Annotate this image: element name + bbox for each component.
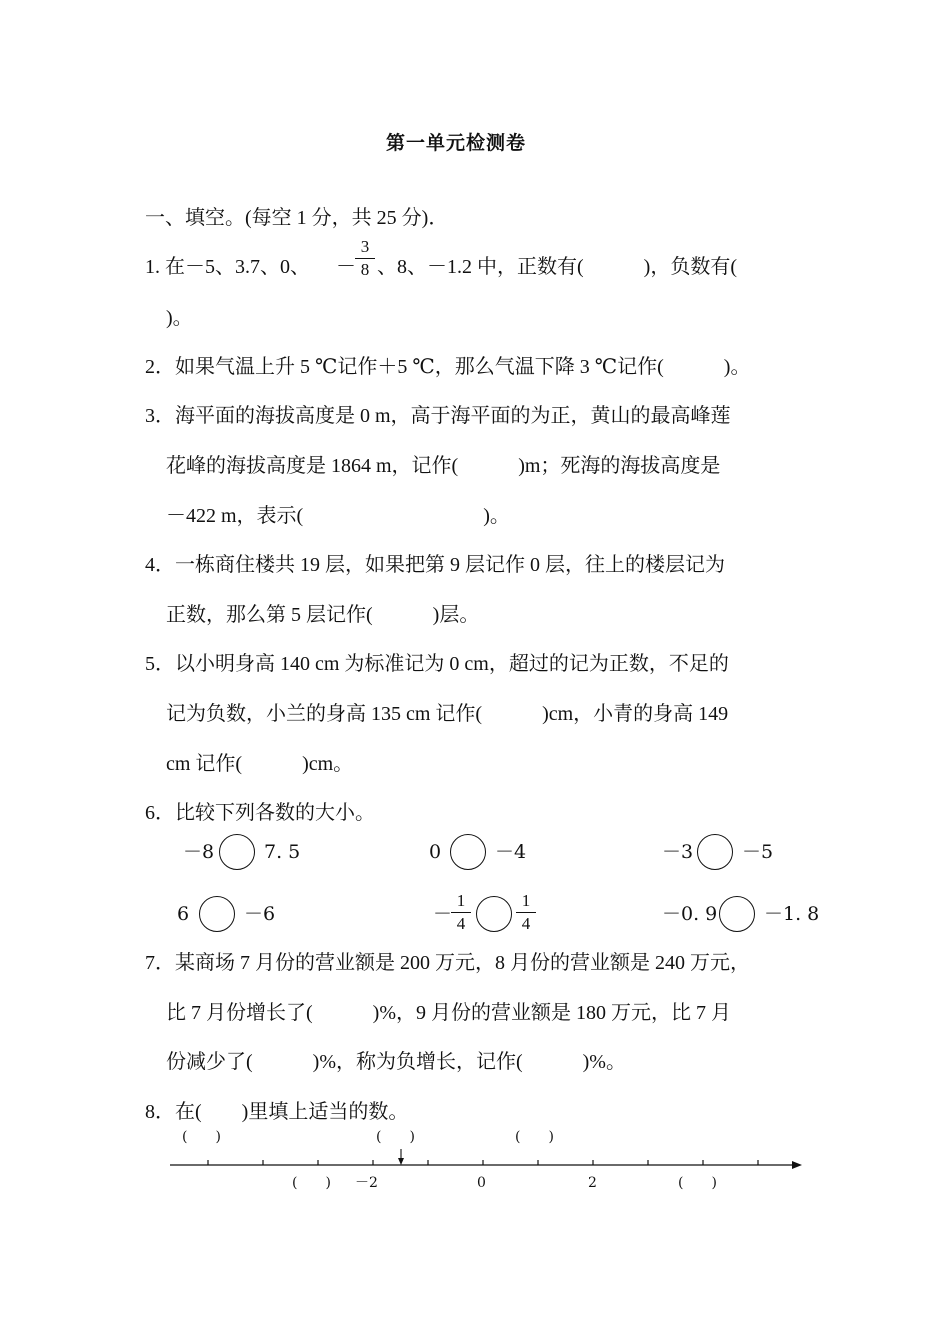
tick-label-0: 0 — [477, 1175, 486, 1191]
q7-line2: 比 7 月份增长了( )%，9 月份的营业额是 180 万元，比 7 月 — [166, 1002, 731, 1024]
down-arrow-marker — [398, 1149, 404, 1165]
compare-2-left: 0 — [429, 841, 442, 863]
compare-5-left-sign: － — [433, 903, 453, 925]
number-line-blank-bottom-2[interactable]: ( ) — [678, 1175, 717, 1191]
tick-label-neg2: －2 — [355, 1175, 378, 1191]
fraction-denominator: 4 — [456, 914, 466, 933]
q5-line1: 5．以小明身高 140 cm 为标准记为 0 cm，超过的记为正数，不足的 — [145, 653, 729, 675]
q7-line3: 份减少了( )%，称为负增长，记作( )%。 — [166, 1051, 626, 1073]
number-line-blank-top-3[interactable]: ( ) — [515, 1129, 554, 1145]
number-line-blank-top-2[interactable]: ( ) — [376, 1129, 415, 1145]
compare-3-left: －3 — [662, 841, 694, 863]
q8-title: 8．在( )里填上适当的数。 — [145, 1101, 409, 1123]
q3-line1: 3．海平面的海拔高度是 0 m，高于海平面的为正，黄山的最高峰莲 — [145, 405, 731, 427]
q3-line3: －422 m，表示( )。 — [166, 505, 510, 527]
q3-line2: 花峰的海拔高度是 1864 m，记作( )m；死海的海拔高度是 — [166, 455, 721, 477]
q4-line2: 正数，那么第 5 层记作( )层。 — [166, 604, 480, 626]
fraction-numerator: 1 — [521, 891, 531, 910]
q2-text: 2．如果气温上升 5 ℃记作＋5 ℃，那么气温下降 3 ℃记作( )。 — [145, 356, 751, 378]
down-arrow-head — [398, 1158, 404, 1165]
q5-line3: cm 记作( )cm。 — [166, 753, 354, 775]
page-title: 第一单元检测卷 — [386, 133, 527, 154]
compare-4-right: －6 — [244, 903, 276, 925]
q5-line2: 记为负数，小兰的身高 135 cm 记作( )cm，小青的身高 149 — [166, 703, 729, 725]
compare-1-left: －8 — [183, 841, 215, 863]
q4-line1: 4．一栋商住楼共 19 层，如果把第 9 层记作 0 层，往上的楼层记为 — [145, 554, 725, 576]
section-header: 一、填空。(每空 1 分，共 25 分)． — [145, 207, 449, 229]
q1-fraction-sign: － — [336, 256, 356, 278]
compare-4-left: 6 — [177, 903, 190, 925]
tick-label-2: 2 — [588, 1175, 597, 1191]
fraction-numerator: 1 — [456, 891, 466, 910]
q7-line1: 7．某商场 7 月份的营业额是 200 万元，8 月份的营业额是 240 万元， — [145, 952, 750, 974]
number-line-blank-top-1[interactable]: ( ) — [182, 1129, 221, 1145]
q1-part2: 、8、－1.2 中，正数有( )，负数有( — [377, 256, 737, 278]
number-line-arrowhead — [792, 1161, 802, 1169]
compare-3-right: －5 — [742, 841, 774, 863]
q1-line2: )。 — [166, 307, 193, 329]
compare-6-left: －0. 9 — [662, 903, 718, 925]
q1-fraction-numerator: 3 — [360, 237, 370, 256]
fraction-denominator: 4 — [521, 914, 531, 933]
compare-6-right: －1. 8 — [764, 903, 820, 925]
number-line-blank-bottom-1[interactable]: ( ) — [292, 1175, 331, 1191]
q6-title: 6．比较下列各数的大小。 — [145, 802, 375, 824]
compare-2-right: －4 — [495, 841, 527, 863]
compare-1-right: 7. 5 — [264, 841, 301, 863]
number-line-ticks — [208, 1160, 758, 1165]
q1-fraction-denominator: 8 — [360, 260, 370, 279]
q1-part1: 1. 在－5、3.7、0、 — [145, 256, 310, 278]
